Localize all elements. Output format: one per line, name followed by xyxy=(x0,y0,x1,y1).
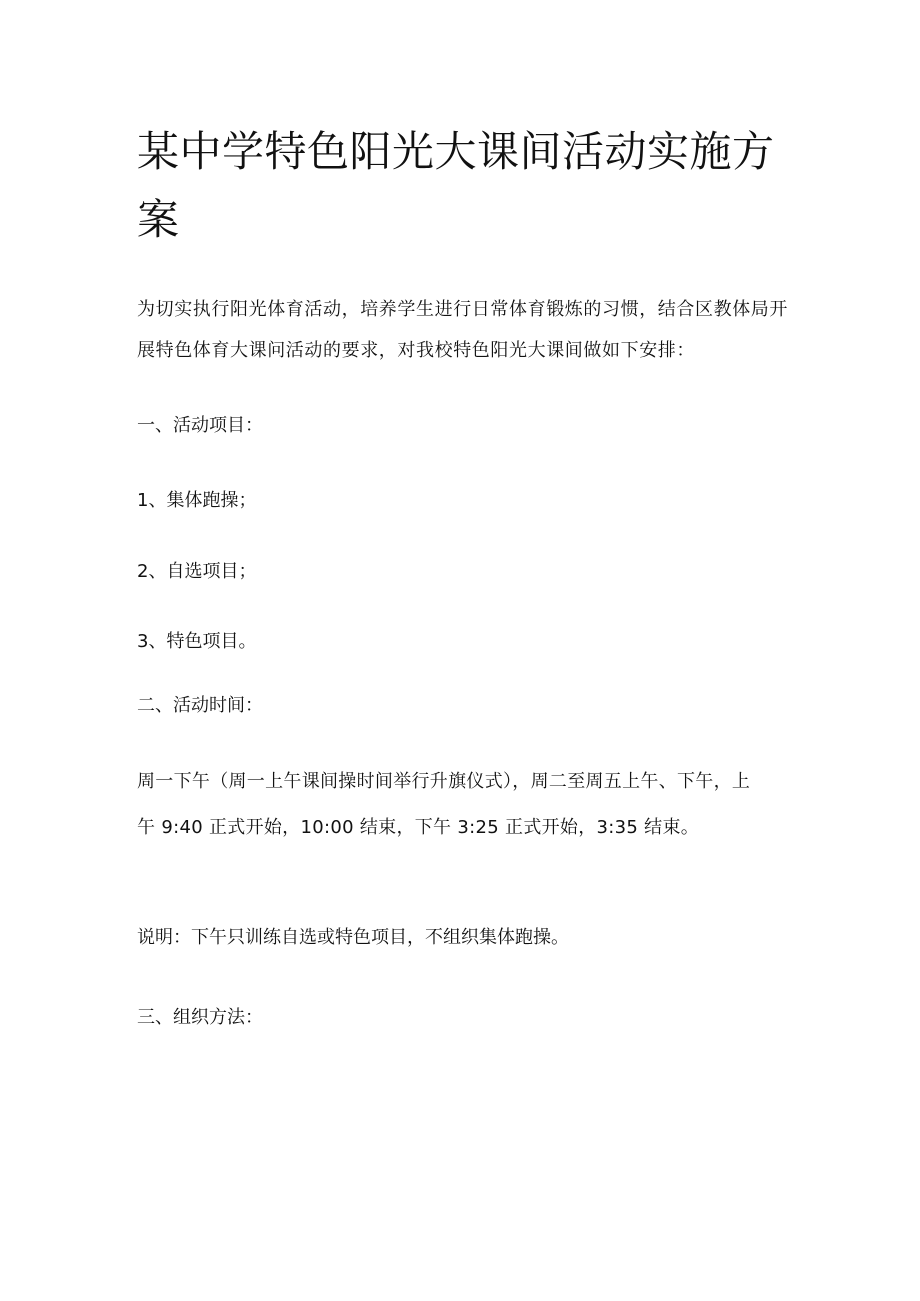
section-heading-activities: 一、活动项目： xyxy=(137,415,263,436)
section-heading-time: 二、活动时间： xyxy=(137,695,263,716)
list-item: 3、特色项目。 xyxy=(137,631,257,652)
intro-paragraph: 为切实执行阳光体育活动，培养学生进行日常体育锻炼的习惯，结合区教体局开展特色体育大课问活动的要求，对我校特色阳光大课间做如下安排： xyxy=(137,299,788,361)
list-item: 1、集体跑操； xyxy=(137,490,257,511)
note-paragraph: 说明：下午只训练自选或特色项目，不组织集体跑操。 xyxy=(137,927,569,948)
list-item: 2、自选项目； xyxy=(137,561,257,582)
section-heading-organization: 三、组织方法： xyxy=(137,1007,263,1028)
schedule-paragraph: 周一下午（周一上午课间操时间举行升旗仪式），周二至周五上午、下午，上午 9:40 正式开始，10:00 结束，下午 3:25 正式开始，3:35 结束。 xyxy=(137,771,751,838)
document-title: 某中学特色阳光大课间活动实施方案 xyxy=(137,127,775,244)
